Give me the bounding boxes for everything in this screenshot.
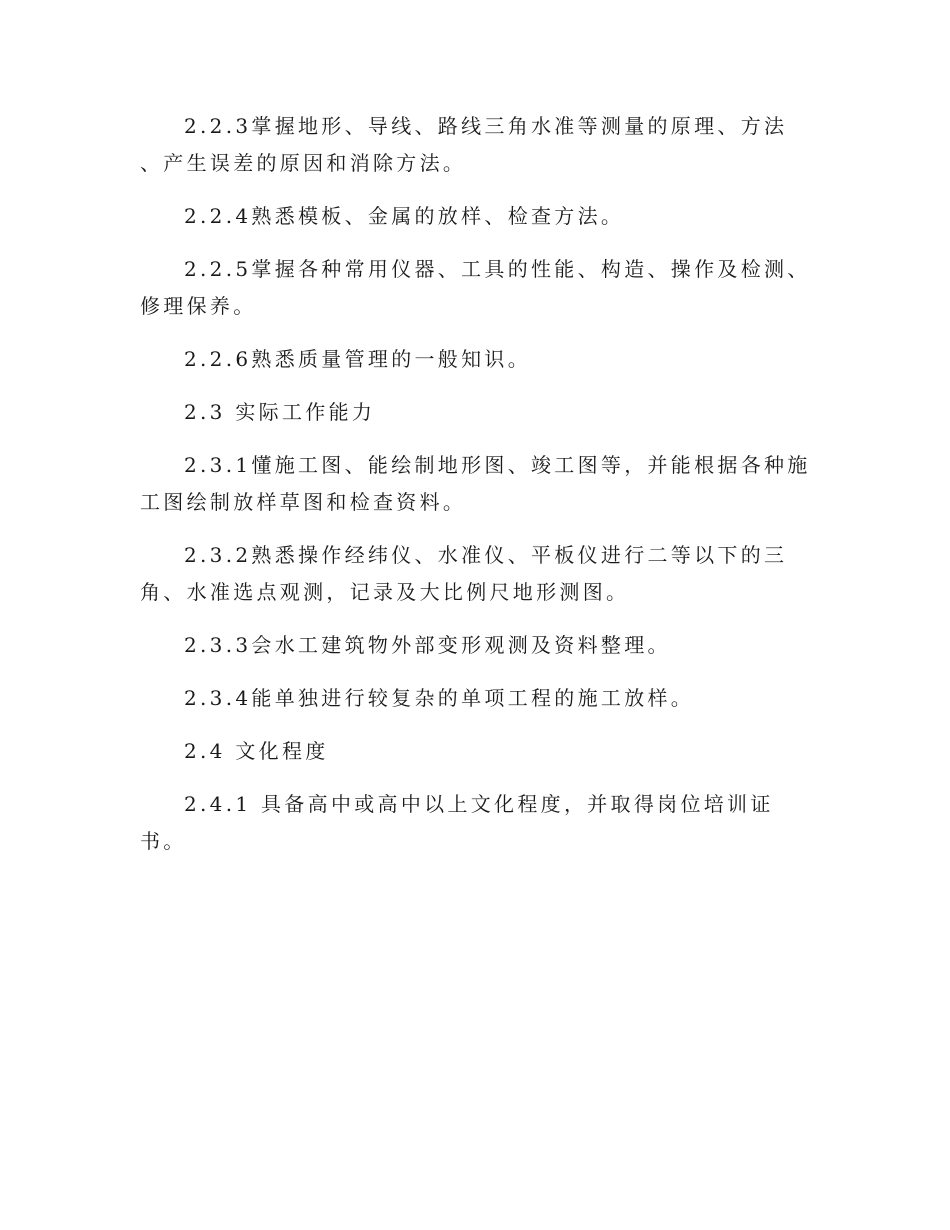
paragraph-2-4-1: 2.4.1 具备高中或高中以上文化程度，并取得岗位培训证书。 xyxy=(140,792,774,853)
paragraph-2-2-6: 2.2.6熟悉质量管理的一般知识。 xyxy=(184,347,531,371)
paragraph-2-3-2: 2.3.2熟悉操作经纬仪、水准仪、平板仪进行二等以下的三角、水准选点观测，记录及大比例尺地形测图。 xyxy=(140,543,788,604)
paragraph-2-3-1: 2.3.1懂施工图、能绘制地形图、竣工图等，并能根据各种施工图绘制放样草图和检查资料。 xyxy=(140,453,811,514)
document-body xyxy=(140,108,812,860)
paragraph-2-3-3: 2.3.3会水工建筑物外部变形观测及资料整理。 xyxy=(184,633,671,657)
paragraph-2-2-4: 2.2.4熟悉模板、金属的放样、检查方法。 xyxy=(184,204,625,228)
paragraph-2-3-4: 2.3.4能单独进行较复杂的单项工程的施工放样。 xyxy=(184,686,695,710)
paragraph-2-2-3: 2.2.3掌握地形、导线、路线三角水准等测量的原理、方法 、产生误差的原因和消除方法。 xyxy=(140,114,788,175)
section-heading-2-3: 2.3 实际工作能力 xyxy=(184,400,376,424)
section-heading-2-4: 2.4 文化程度 xyxy=(184,739,329,763)
paragraph-2-2-5: 2.2.5掌握各种常用仪器、工具的性能、构造、操作及检测、修理保养。 xyxy=(140,257,811,318)
